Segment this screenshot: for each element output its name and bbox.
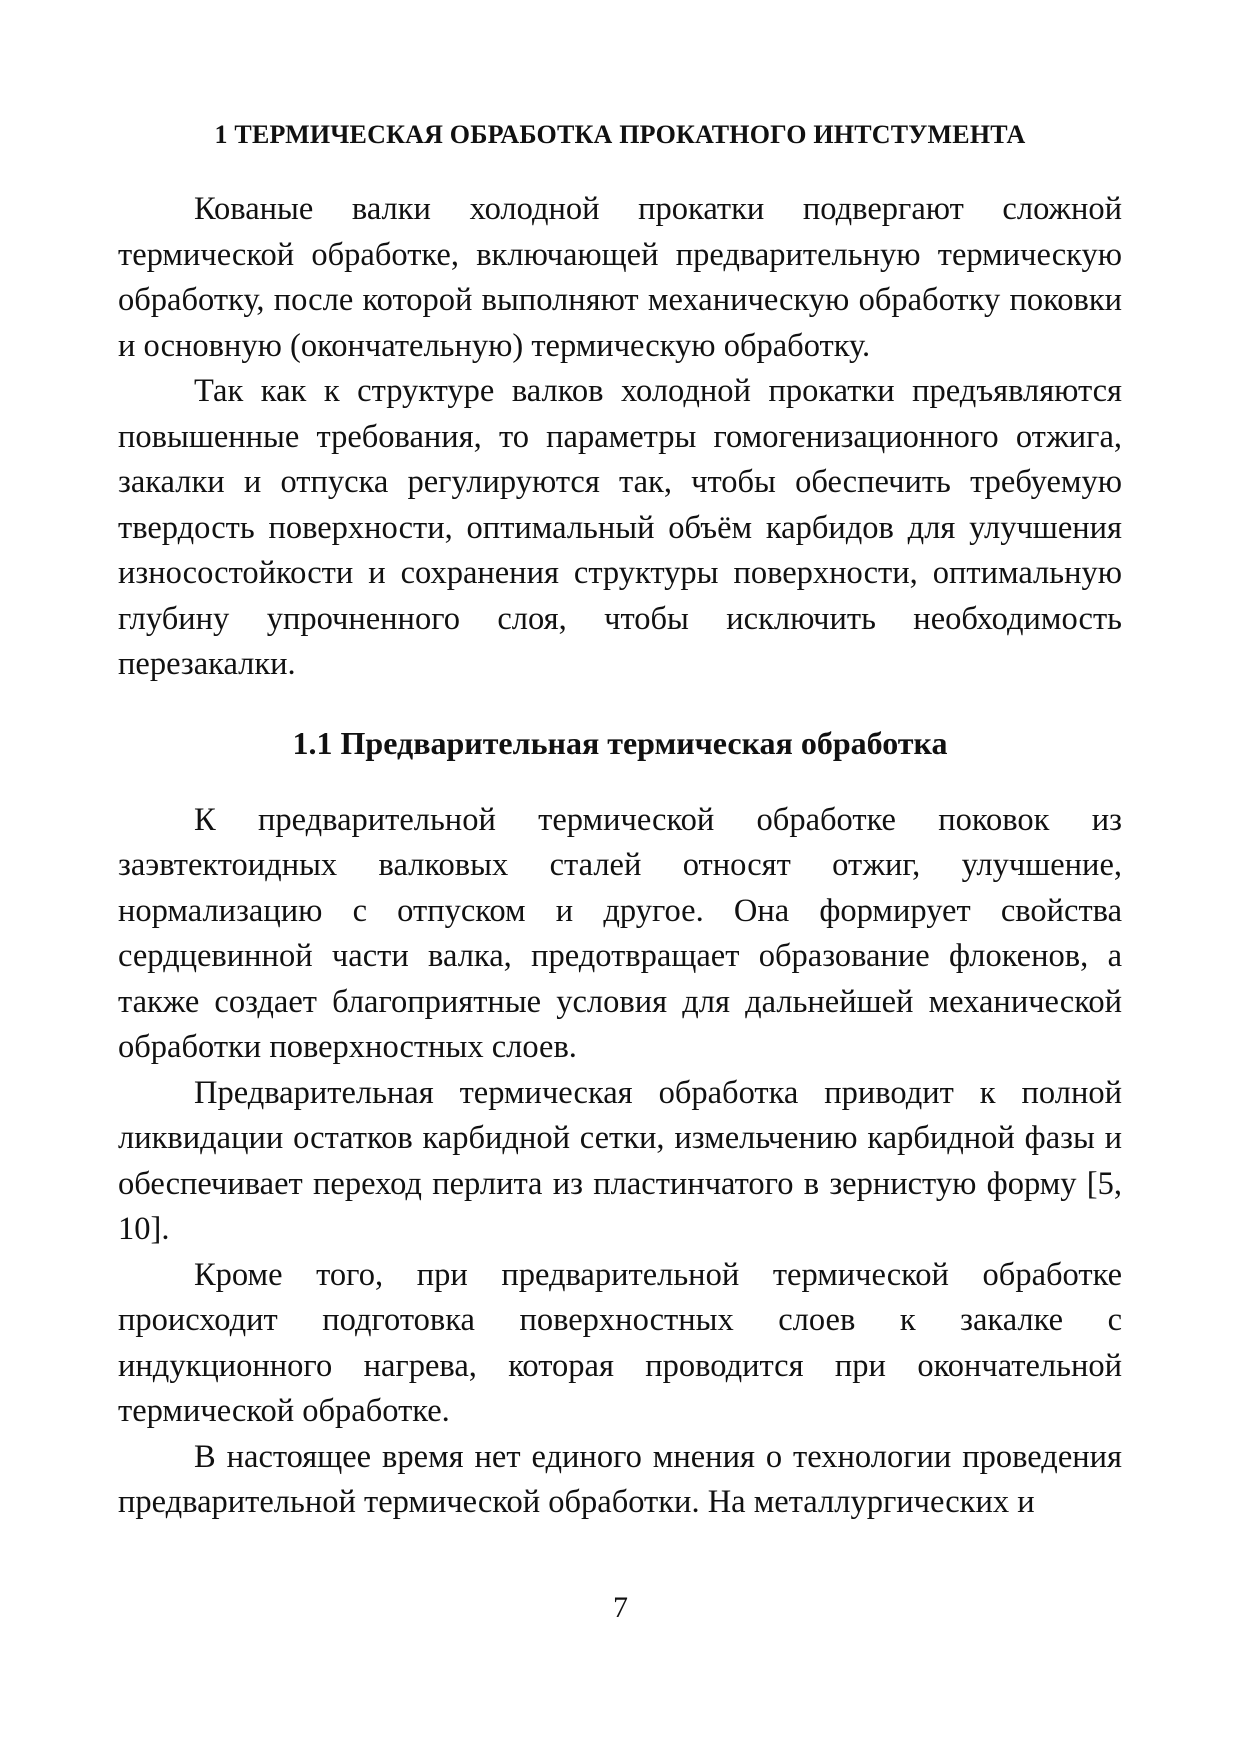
spacer xyxy=(118,157,1122,187)
paragraph-intro-1: Кованые валки холодной прокатки подвергают сложной термической обработке, включающей предварительную термическую обработку, после которой выполняют механическую обработку поковки и основную (окончательную) термическую обработку. xyxy=(118,191,1122,364)
paragraph-section-4: В настоящее время нет единого мнения о технологии проведения предварительной термической обработки. На металлургических и xyxy=(118,1438,1122,1520)
spacer xyxy=(118,766,1122,798)
chapter-title: 1 ТЕРМИЧЕСКАЯ ОБРАБОТКА ПРОКАТНОГО ИНТСТУМЕНТА xyxy=(214,120,1026,149)
paragraph-section-2: Предварительная термическая обработка приводит к полной ликвидации остатков карбидной сетки, измельчению карбидной фазы и обеспечивает переход перлита из пластинчатого в зернистую форму [5, 10]. xyxy=(118,1074,1122,1247)
paragraph-section-1: К предварительной термической обработке поковок из заэвтектоидных валковых сталей относят отжиг, улучшение, нормализацию с отпуском и другое. Она формирует свойства сердцевинной части валка, предотвращает образование флокенов, а также создает благоприятные условия для дальнейшей механической обработки поверхностных слоев. xyxy=(118,801,1122,1065)
paragraph-intro-2: Так как к структуре валков холодной прокатки предъявляются повышенные требования, то параметры гомогенизационного отжига, закалки и отпуска регулируются так, чтобы обеспечить требуемую твердость поверхности, оптимальный объём карбидов для улучшения износостойкости и сохранения структуры поверхности, оптимальную глубину упрочненного слоя, чтобы исключить необходимость перезакалки. xyxy=(118,373,1122,682)
page-number: 7 xyxy=(613,1591,628,1624)
page-content xyxy=(118,112,1122,1526)
paragraph-section-3: Кроме того, при предварительной термической обработке происходит подготовка поверхностных слоев к закалке с индукционного нагрева, которая проводится при окончательной термической обработке. xyxy=(118,1256,1122,1429)
section-title: 1.1 Предварительная термическая обработка xyxy=(292,724,948,761)
spacer xyxy=(118,688,1122,720)
